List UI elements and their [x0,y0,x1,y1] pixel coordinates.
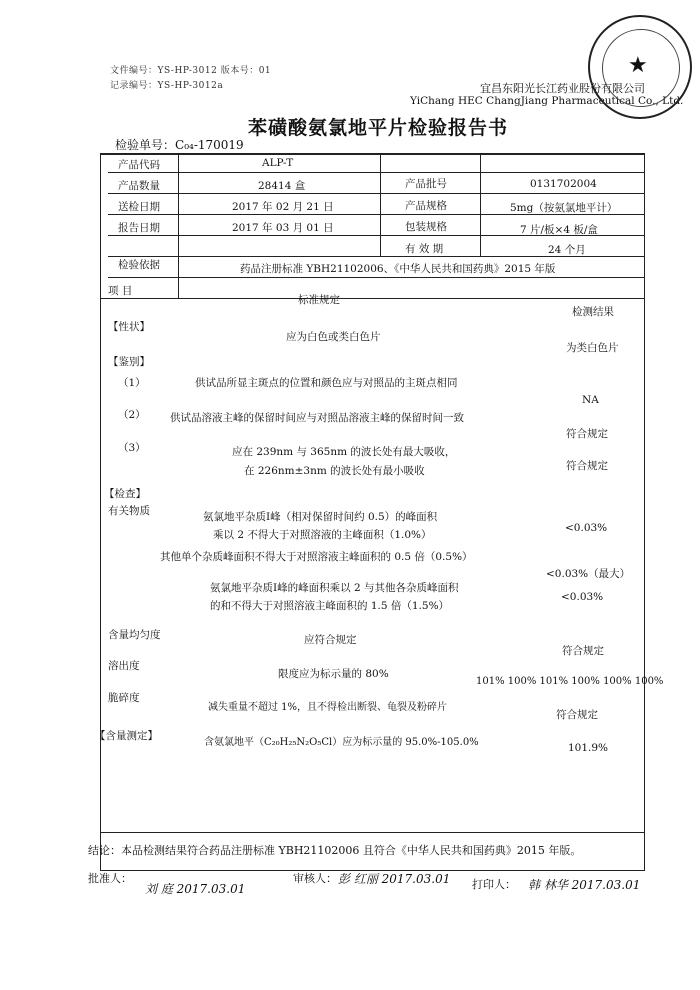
product-code-value: ALP-T [262,157,294,169]
related-substance3-line1: 氨氯地平杂质Ⅰ峰的峰面积乘以 2 与其他各杂质峰面积 [210,582,459,594]
report-number [115,136,244,153]
table-bottom-border [100,832,645,833]
submit-date-value: 2017 年 02 月 21 日 [232,201,334,213]
dissolution-standard: 限度应为标示量的 80% [278,668,389,680]
company-seal-stamp [588,15,692,119]
validity-value: 24 个月 [548,244,586,256]
column-divider [380,153,381,256]
report-date-value: 2017 年 03 月 01 日 [232,222,334,234]
product-code-label: 产品代码 [118,159,160,171]
related-substance2-result: <0.03%（最大） [546,568,631,580]
star-icon: ★ [628,53,648,78]
assay-result: 101.9% [568,742,609,754]
company-name-cn: 宜昌东阳光长江药业股份有限公司 [480,82,645,95]
table-right-border [644,153,645,870]
id2-number: （2） [118,409,146,421]
related-substance3-result: <0.03% [561,591,604,603]
spec-value: 5mg（按氨氯地平计） [510,202,618,214]
uniformity-result: 符合规定 [562,645,604,657]
id1-number: （1） [118,377,146,389]
assay-standard: 含氨氯地平（C₂₀H₂₅N₂O₅Cl）应为标示量的 95.0%-105.0% [204,737,479,748]
report-title: 苯磺酸氨氯地平片检验报告书 [248,117,509,139]
id3-standard-line2: 在 226nm±3nm 的波长处有最小吸收 [244,465,425,477]
section-inspection: 【检查】 [104,488,146,500]
dissolution-label: 溶出度 [108,660,140,672]
related-substance1-line2: 乘以 2 不得大于对照溶液的主峰面积（1.0%） [213,529,432,541]
printer-label: 打印人： [472,878,516,891]
column-header-standard: 标准规定 [298,294,340,306]
id3-result: 符合规定 [566,460,608,472]
quantity-value: 28414 盒 [258,180,306,192]
friability-standard: 减失重量不超过 1%，且不得检出断裂、龟裂及粉碎片 [208,702,448,713]
pack-label: 包装规格 [405,221,447,233]
related-substance1-result: <0.03% [565,522,608,534]
column-header-item: 项 目 [108,285,133,297]
submit-date-label: 送检日期 [118,201,160,213]
uniformity-standard: 应符合规定 [304,634,357,646]
row-divider [100,298,645,299]
row-divider [108,172,645,173]
approver-label: 批准人： [88,872,132,885]
spec-label: 产品规格 [405,200,447,212]
basis-value: 药品注册标准 YBH21102006、《中华人民共和国药典》2015 年版 [240,263,556,275]
id2-standard: 供试品溶液主峰的保留时间应与对照品溶液主峰的保留时间一致 [170,412,464,424]
row-divider [108,277,645,278]
basis-label: 检验依据 [118,259,160,271]
pack-value: 7 片/板×4 板/盒 [520,224,598,236]
section-assay: 【含量测定】 [95,730,158,742]
id2-result: 符合规定 [566,428,608,440]
reviewer-label: 审核人： [293,872,337,885]
uniformity-label: 含量均匀度 [108,629,161,641]
batch-label: 产品批号 [405,178,447,190]
reviewer-signature: 彭 红丽 2017.03.01 [338,872,451,886]
approver-signature: 刘 庭 2017.03.01 [145,882,246,896]
id1-result: NA [582,394,599,406]
conclusion-text: 结论：本品检测结果符合药品注册标准 YBH21102006 且符合《中华人民共和国药典》2015 年版。 [88,844,582,857]
related-substance3-line2: 的和不得大于对照溶液主峰面积的 1.5 倍（1.5%） [210,600,450,612]
table-top-border [100,153,645,155]
id3-standard-line1: 应在 239nm 与 365nm 的波长处有最大吸收， [232,446,456,458]
appearance-standard: 应为白色或类白色片 [286,331,381,343]
related-substance1-line1: 氨氯地平杂质Ⅰ峰（相对保留时间约 0.5）的峰面积 [203,511,438,523]
friability-result: 符合规定 [556,709,598,721]
related-substances-label: 有关物质 [108,505,150,517]
column-divider [178,153,179,298]
company-name-en: YiChang HEC ChangJiang Pharmaceutical Co., Ltd. [410,95,684,107]
report-number-value: C₀₄-170019 [175,138,244,152]
table-left-border [100,153,101,870]
row-divider [108,193,645,194]
printer-signature: 韩 林华 2017.03.01 [528,878,641,892]
appearance-result: 为类白色片 [566,342,619,354]
id1-standard: 供试品所显主斑点的位置和颜色应与对照品的主斑点相同 [195,377,458,389]
column-divider [480,153,481,256]
friability-label: 脆碎度 [108,692,140,704]
dissolution-result: 101% 100% 101% 100% 100% 100% [476,676,664,687]
validity-label: 有 效 期 [405,243,444,255]
report-date-label: 报告日期 [118,222,160,234]
document-code: 文件编号：YS-HP-3012 版本号：01 [110,66,272,76]
column-header-result: 检测结果 [572,306,614,318]
section-identification: 【鉴别】 [108,356,150,368]
report-number-label: 检验单号： [115,138,176,152]
batch-value: 0131702004 [530,178,597,190]
section-appearance: 【性状】 [108,321,150,333]
quantity-label: 产品数量 [118,180,160,192]
related-substance2-standard: 其他单个杂质峰面积不得大于对照溶液主峰面积的 0.5 倍（0.5%） [160,551,473,563]
record-code: 记录编号：YS-HP-3012a [110,81,224,91]
id3-number: （3） [118,442,146,454]
